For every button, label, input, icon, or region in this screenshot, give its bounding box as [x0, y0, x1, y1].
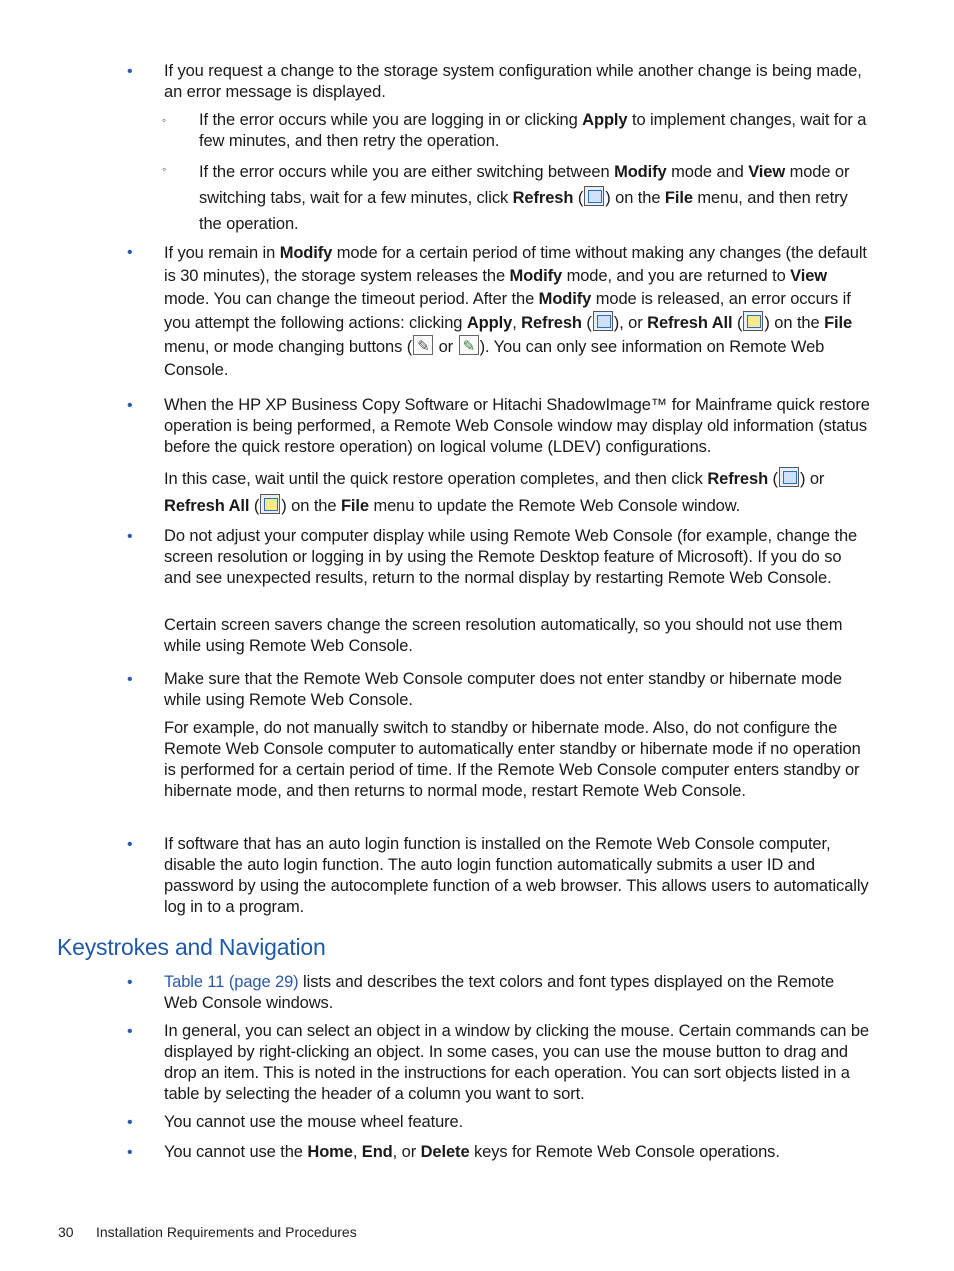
bullet-keys: You cannot use the Home, End, or Delete keys for Remote Web Console operations. — [164, 1143, 780, 1161]
bullet-auto-login: If software that has an auto login function is installed on the Remote Web Console computer, disable the auto login function. The auto login function automatically submits a user ID and password by using the autocomplete function of a web browser. This allows users to automatically log in to a program. — [164, 835, 869, 916]
sub-bullet-marker: ◦ — [162, 162, 167, 176]
bullet-marker: • — [127, 1114, 133, 1131]
table-11-link[interactable]: Table 11 (page 29) — [164, 973, 299, 991]
bullet-table-reference: Table 11 (page 29) lists and describes the text colors and font types displayed on the Remote Web Console windows. — [164, 973, 835, 1012]
footer-chapter-title: Installation Requirements and Procedures — [96, 1224, 357, 1240]
bullet-quick-restore: When the HP XP Business Copy Software or Hitachi ShadowImage™ for Mainframe quick restore operation is being performed, a Remote Web Console window may display old information (status before the quick restore operation) on logical volume (LDEV) configurations. — [164, 396, 870, 456]
view-term: View — [748, 163, 786, 181]
refresh-term: Refresh — [512, 189, 574, 207]
bullet-marker: • — [127, 528, 133, 545]
refresh-term: Refresh — [521, 314, 582, 332]
sub-bullet-switch-error: If the error occurs while you are either switching between Modify mode and View mode or switching tabs, wait for a few minutes, click Refresh ( ) on the File menu, and then retry the operation. — [199, 163, 850, 233]
bullet-marker: • — [127, 63, 133, 80]
view-mode-icon — [459, 335, 479, 355]
bullet-standby-example: For example, do not manually switch to standby or hibernate mode. Also, do not configure the Remote Web Console computer to automatically enter standby or hibernate mode if no operation is performed for a certain period of time. If the Remote Web Console computer enters standby or hibernate mode, and then returns to normal mode, restart Remote Web Console. — [164, 719, 861, 800]
modify-mode-icon — [413, 335, 433, 355]
bullet-standby: Make sure that the Remote Web Console computer does not enter standby or hibernate mode while using Remote Web Console. — [164, 670, 842, 709]
bullet-marker: • — [127, 397, 133, 414]
page-number: 30 — [58, 1224, 74, 1240]
bullet-marker: • — [127, 244, 133, 261]
refresh-icon — [779, 467, 799, 487]
apply-term: Apply — [466, 314, 513, 332]
bullet-concurrent-change — [164, 61, 870, 103]
modify-term: Modify — [509, 267, 563, 285]
refresh-all-term: Refresh All — [164, 497, 250, 515]
end-key-term: End — [361, 1143, 393, 1161]
bullet-screen-savers: Certain screen savers change the screen resolution automatically, so you should not use them while using Remote Web Console. — [164, 616, 843, 655]
refresh-all-icon — [743, 311, 763, 331]
sub-bullet-login-error: If the error occurs while you are logging in or clicking Apply to implement changes, wait for a few minutes, and then retry the operation. — [199, 111, 867, 150]
file-term: File — [824, 314, 853, 332]
home-key-term: Home — [307, 1143, 353, 1161]
bullet-marker: • — [127, 1023, 133, 1040]
bullet-modify-timeout: If you remain in Modify mode for a certain period of time without making any changes (the default is 30 minutes), the storage system releases the Modify mode, and you are returned to View mode. You can change the timeout period. After the Modify mode is released, an error occurs if you attempt the following actions: clicking Apply, Refresh ( ), or Refresh All ( ) on the File menu, or mode changing buttons (✎ or ✎). You can only see information on Remote Web Console. — [164, 242, 870, 382]
modify-term: Modify — [614, 163, 667, 181]
modify-term: Modify — [279, 244, 333, 262]
bullet-marker: • — [127, 1144, 133, 1161]
apply-term: Apply — [582, 111, 628, 129]
refresh-icon — [584, 186, 604, 206]
sub-bullet-marker: ◦ — [162, 113, 167, 127]
bullet-mouse-select: In general, you can select an object in a window by clicking the mouse. Certain commands can be displayed by right-clicking an object. In some cases, you can use the mouse button to drag and drop an item. This is noted in the instructions for each operation. You can sort objects listed in a table by selecting the header of a column you want to sort. — [164, 1022, 869, 1103]
bullet-display-adjust: Do not adjust your computer display while using Remote Web Console (for example, change the screen resolution or logging in by using the Remote Desktop feature of Microsoft). If you do so and see unexpected results, return to the normal display by restarting Remote Web Console. — [164, 527, 858, 587]
refresh-term: Refresh — [707, 470, 769, 488]
refresh-all-term: Refresh All — [647, 314, 733, 332]
file-term: File — [340, 497, 369, 515]
section-heading: Keystrokes and Navigation — [57, 934, 326, 960]
modify-term: Modify — [538, 290, 592, 308]
bullet-marker: • — [127, 974, 133, 991]
delete-key-term: Delete — [420, 1143, 470, 1161]
file-term: File — [664, 189, 693, 207]
bullet-marker: • — [127, 671, 133, 688]
bullet-mouse-wheel: You cannot use the mouse wheel feature. — [164, 1113, 464, 1131]
bullet-quick-restore-followup: In this case, wait until the quick restore operation completes, and then click Refresh ( ) or Refresh All ( ) on the File menu to update the Remote Web Console window. — [164, 466, 870, 520]
bullet-marker: • — [127, 836, 133, 853]
refresh-all-icon — [260, 494, 280, 514]
refresh-icon — [593, 311, 613, 331]
bullet-text: If you request a change to the storage system configuration while another change is being made, an error message is displayed. — [164, 62, 862, 101]
view-term: View — [790, 267, 828, 285]
